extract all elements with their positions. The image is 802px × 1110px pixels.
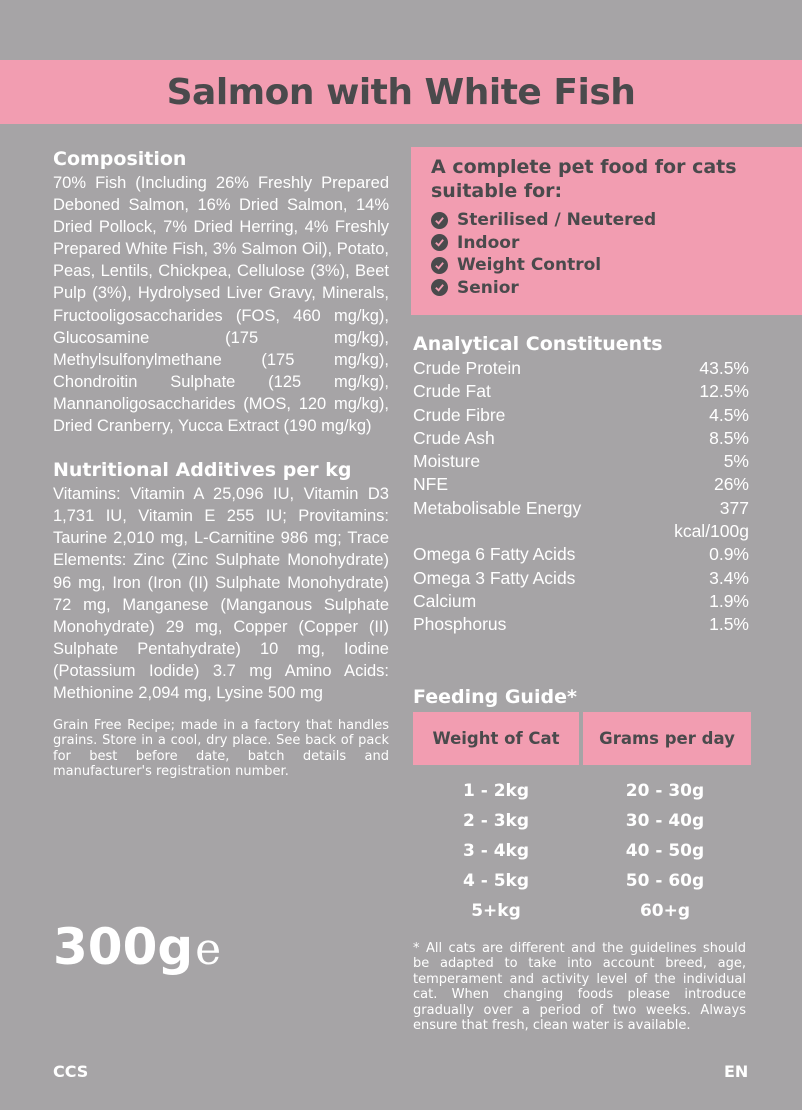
suitability-item xyxy=(431,277,802,300)
title-band xyxy=(0,60,802,124)
feeding-row xyxy=(413,866,751,896)
analytical-rows-2 xyxy=(413,543,749,636)
constituent-row xyxy=(413,427,749,450)
analytical-constituents xyxy=(413,333,749,637)
constituent-row xyxy=(413,357,749,380)
e-mark: e xyxy=(195,924,222,975)
feeding-table-body xyxy=(413,776,751,926)
grams-per-day: 60+g xyxy=(639,901,691,921)
constituent-value: 26% xyxy=(713,474,749,495)
additives-heading: Nutritional Additives per kg xyxy=(53,459,352,482)
constituent-row xyxy=(413,473,749,496)
analytical-rows xyxy=(413,357,749,520)
column-header-weight: Weight of Cat xyxy=(413,712,579,765)
constituent-row xyxy=(413,404,749,427)
suitability-item-label: Senior xyxy=(457,277,519,298)
constituent-value: 8.5% xyxy=(709,427,749,448)
suitability-item xyxy=(431,254,802,277)
suitability-box xyxy=(411,147,802,315)
feeding-row xyxy=(413,836,751,866)
constituent-row xyxy=(413,380,749,403)
grams-per-day: 40 - 50g xyxy=(625,841,705,861)
constituent-label: Moisture xyxy=(413,451,481,472)
feeding-row xyxy=(413,776,751,806)
feeding-heading: Feeding Guide* xyxy=(413,686,577,708)
column-header-grams: Grams per day xyxy=(583,712,751,765)
suitability-item-label: Sterilised / Neutered xyxy=(457,210,657,231)
weight-value: 300g xyxy=(53,918,194,976)
constituent-row xyxy=(413,497,749,520)
cat-weight: 4 - 5kg xyxy=(462,871,530,891)
constituent-value: 1.5% xyxy=(709,614,749,635)
check-circle-icon xyxy=(431,234,448,251)
constituent-label: Crude Fibre xyxy=(413,404,506,425)
feeding-table-header xyxy=(413,712,751,765)
additives-text: Vitamins: Vitamin A 25,096 IU, Vitamin D3 1,731 IU, Vitamin E 255 IU; Provitamins: Taurine 2,010 mg, L-Carnitine 986 mg; Trace Elements: Zinc (Zinc Sulphate Monohydrate) 96 mg, Iron (Iron (II) Sulphate Monohydrate) 72 mg, Manganese (Manganous Sulphate Monohydrate) 29 mg, Copper (Copper (II) Sulphate Pentahydrate) 10 mg, Iodine (Potassium Iodide) 3.7 mg Amino Acids: Methionine 2,094 mg, Lysine 500 mg xyxy=(53,485,389,702)
analytical-heading: Analytical Constituents xyxy=(413,333,663,355)
constituent-value: 5% xyxy=(723,451,749,472)
grams-per-day: 30 - 40g xyxy=(625,811,705,831)
suitability-item-label: Weight Control xyxy=(457,255,602,276)
grams-per-day: 50 - 60g xyxy=(625,871,705,891)
check-circle-icon xyxy=(431,279,448,296)
footer-language: EN xyxy=(724,1062,749,1081)
constituent-value: 43.5% xyxy=(699,358,749,378)
constituent-label: NFE xyxy=(413,474,448,495)
suitability-item xyxy=(431,232,802,255)
feeding-guide xyxy=(413,686,751,926)
composition-heading: Composition xyxy=(53,148,187,170)
left-column xyxy=(53,148,389,780)
cat-weight: 3 - 4kg xyxy=(462,841,530,861)
suitability-list xyxy=(431,209,802,299)
suitability-item-label: Indoor xyxy=(457,232,520,253)
cat-weight: 2 - 3kg xyxy=(462,811,530,831)
check-circle-icon xyxy=(431,212,448,229)
constituent-label: Crude Fat xyxy=(413,381,491,402)
feeding-row xyxy=(413,896,751,926)
footer-code: CCS xyxy=(53,1062,89,1081)
constituent-value: 12.5% xyxy=(699,381,749,402)
constituent-value: 377 xyxy=(719,497,749,518)
constituent-label: Crude Ash xyxy=(413,427,495,448)
constituent-label: Calcium xyxy=(413,590,477,611)
constituent-label: Omega 3 Fatty Acids xyxy=(413,567,576,588)
feeding-row xyxy=(413,806,751,836)
constituent-row xyxy=(413,590,749,613)
check-circle-icon xyxy=(431,257,448,274)
footnote-text: * All cats are different and the guidelines should be adapted to take into account breed, age, temperament and activity level of the individual cat. When changing foods please introduce gradually over a period of two weeks. Always ensure that fresh, clean water is available. xyxy=(413,941,746,1034)
energy-unit: kcal/100g xyxy=(674,521,749,542)
product-title: Salmon with White Fish xyxy=(166,71,636,113)
net-weight xyxy=(53,918,221,976)
suitability-title: A complete pet food for cats suitable for: xyxy=(431,156,737,202)
constituent-row xyxy=(413,613,749,636)
grams-per-day: 20 - 30g xyxy=(625,781,705,801)
composition-text: 70% Fish (Including 26% Freshly Prepared Deboned Salmon, 16% Dried Salmon, 14% Dried Pollock, 7% Dried Herring, 4% Freshly Prepared White Fish, 3% Salmon Oil), Potato, Peas, Lentils, Chickpea, Cellulose (3%), Beet Pulp (3%), Hydrolysed Liver Gravy, Minerals, Fructooligosaccharides (FOS, 460 mg/kg), Glucosamine (175 mg/kg), Methylsulfonylmethane (175 mg/kg), Chondroitin Sulphate (125 mg/kg), Mannanoligosaccharides (MOS, 120 mg/kg), Dried Cranberry, Yucca Extract (190 mg/kg) xyxy=(53,174,389,436)
constituent-value: 3.4% xyxy=(709,567,749,588)
constituent-value: 1.9% xyxy=(709,590,749,611)
suitability-item xyxy=(431,209,802,232)
constituent-row xyxy=(413,543,749,566)
cat-weight: 1 - 2kg xyxy=(462,781,530,801)
constituent-label: Phosphorus xyxy=(413,614,507,635)
constituent-label: Crude Protein xyxy=(413,358,521,378)
constituent-value: 0.9% xyxy=(709,544,749,565)
cat-weight: 5+kg xyxy=(471,901,521,921)
grain-free-note: Grain Free Recipe; made in a factory that handles grains. Store in a cool, dry place. See back of pack for best before date, batch details and manufacturer's registration number. xyxy=(53,718,389,780)
constituent-label: Metabolisable Energy xyxy=(413,497,582,518)
constituent-row xyxy=(413,450,749,473)
feeding-footnote xyxy=(413,941,746,1033)
constituent-value: 4.5% xyxy=(709,404,749,425)
constituent-label: Omega 6 Fatty Acids xyxy=(413,544,576,565)
constituent-row xyxy=(413,567,749,590)
